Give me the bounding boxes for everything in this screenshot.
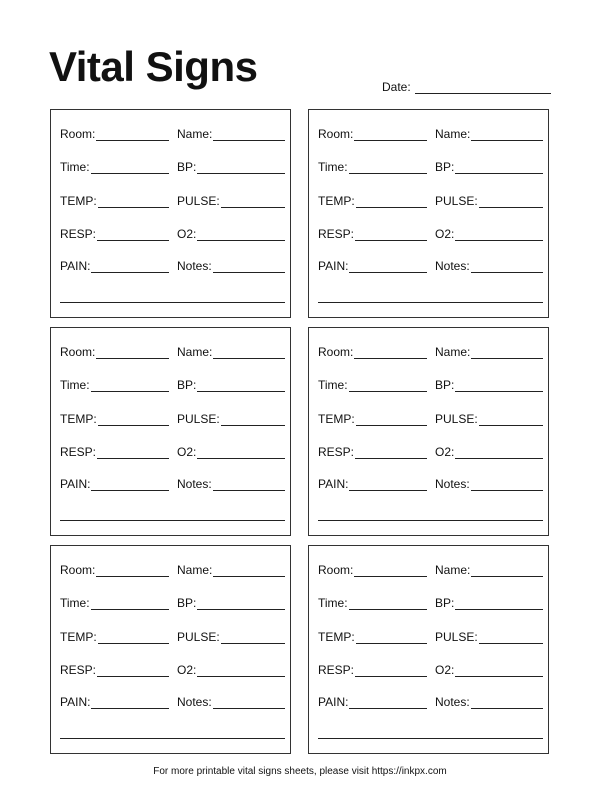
notes-field[interactable]: [435, 477, 543, 491]
resp-label: RESP:: [60, 227, 97, 241]
pain-blank-line[interactable]: [349, 696, 427, 709]
name-label: Name:: [435, 563, 471, 577]
pulse-label: PULSE:: [435, 194, 478, 208]
room-label: Room:: [60, 345, 96, 359]
resp-blank-line[interactable]: [355, 446, 427, 459]
temp-blank-line[interactable]: [98, 195, 169, 208]
notes-blank-line[interactable]: [60, 738, 285, 739]
pain-field[interactable]: [60, 259, 169, 273]
temp-field[interactable]: [318, 630, 427, 644]
name-field[interactable]: [435, 345, 543, 359]
o2-field[interactable]: [435, 227, 543, 241]
o2-blank-line[interactable]: [455, 228, 543, 241]
room-field[interactable]: [318, 345, 427, 359]
name-blank-line[interactable]: [471, 346, 543, 359]
pain-label: PAIN:: [318, 695, 349, 709]
bp-field[interactable]: [177, 378, 285, 392]
footer-note: For more printable vital signs sheets, please visit https://inkpx.com: [153, 766, 447, 777]
pain-label: PAIN:: [60, 259, 91, 273]
o2-label: O2:: [435, 227, 455, 241]
o2-label: O2:: [177, 227, 197, 241]
pain-field[interactable]: [318, 477, 427, 491]
resp-blank-line[interactable]: [97, 446, 169, 459]
pulse-field[interactable]: [177, 412, 285, 426]
o2-field[interactable]: [435, 445, 543, 459]
pulse-label: PULSE:: [435, 412, 478, 426]
notes-label: Notes:: [177, 477, 212, 491]
bp-blank-line[interactable]: [197, 597, 285, 610]
o2-label: O2:: [435, 663, 455, 677]
bp-blank-line[interactable]: [455, 161, 543, 174]
name-blank-line[interactable]: [471, 128, 543, 141]
room-blank-line[interactable]: [96, 564, 169, 577]
name-field[interactable]: [177, 563, 285, 577]
room-blank-line[interactable]: [354, 128, 427, 141]
resp-field[interactable]: [318, 445, 427, 459]
temp-label: TEMP:: [60, 630, 97, 644]
temp-field[interactable]: [318, 194, 427, 208]
pulse-field[interactable]: [177, 630, 285, 644]
room-label: Room:: [60, 127, 96, 141]
o2-blank-line[interactable]: [455, 446, 543, 459]
bp-label: BP:: [435, 596, 455, 610]
temp-label: TEMP:: [318, 630, 355, 644]
name-label: Name:: [177, 563, 213, 577]
o2-field[interactable]: [177, 445, 285, 459]
resp-blank-line[interactable]: [355, 664, 427, 677]
o2-field[interactable]: [177, 227, 285, 241]
notes-blank-line[interactable]: [60, 302, 285, 303]
resp-label: RESP:: [318, 227, 355, 241]
o2-field[interactable]: [435, 663, 543, 677]
time-field[interactable]: [318, 378, 427, 392]
room-blank-line[interactable]: [354, 564, 427, 577]
temp-field[interactable]: [60, 630, 169, 644]
bp-blank-line[interactable]: [197, 379, 285, 392]
temp-label: TEMP:: [318, 412, 355, 426]
resp-blank-line[interactable]: [97, 228, 169, 241]
pain-label: PAIN:: [60, 695, 91, 709]
room-field[interactable]: [60, 127, 169, 141]
name-blank-line[interactable]: [213, 564, 285, 577]
room-field[interactable]: [318, 563, 427, 577]
notes-field[interactable]: [177, 695, 285, 709]
pain-field[interactable]: [318, 695, 427, 709]
vital-signs-card: [308, 327, 549, 536]
name-label: Name:: [435, 127, 471, 141]
notes-blank-line[interactable]: [318, 302, 543, 303]
room-field[interactable]: [60, 563, 169, 577]
pulse-label: PULSE:: [177, 630, 220, 644]
time-blank-line[interactable]: [349, 379, 427, 392]
notes-blank-line[interactable]: [471, 696, 543, 709]
vital-signs-card: [50, 109, 291, 318]
bp-blank-line[interactable]: [455, 597, 543, 610]
room-label: Room:: [318, 127, 354, 141]
pulse-blank-line[interactable]: [479, 195, 543, 208]
vital-signs-card: [50, 545, 291, 754]
pulse-label: PULSE:: [177, 412, 220, 426]
o2-blank-line[interactable]: [455, 664, 543, 677]
resp-field[interactable]: [60, 445, 169, 459]
o2-blank-line[interactable]: [197, 446, 285, 459]
notes-blank-line[interactable]: [471, 478, 543, 491]
name-label: Name:: [435, 345, 471, 359]
name-field[interactable]: [177, 127, 285, 141]
resp-label: RESP:: [318, 445, 355, 459]
time-field[interactable]: [60, 596, 169, 610]
pulse-blank-line[interactable]: [221, 631, 285, 644]
notes-field[interactable]: [435, 259, 543, 273]
o2-label: O2:: [435, 445, 455, 459]
notes-field[interactable]: [435, 695, 543, 709]
vital-signs-card: [50, 327, 291, 536]
time-blank-line[interactable]: [91, 597, 169, 610]
temp-field[interactable]: [60, 194, 169, 208]
pain-label: PAIN:: [318, 477, 349, 491]
bp-field[interactable]: [177, 596, 285, 610]
room-blank-line[interactable]: [96, 346, 169, 359]
temp-field[interactable]: [318, 412, 427, 426]
pulse-blank-line[interactable]: [479, 631, 543, 644]
o2-label: O2:: [177, 663, 197, 677]
notes-blank-line[interactable]: [213, 478, 285, 491]
resp-label: RESP:: [60, 663, 97, 677]
time-blank-line[interactable]: [349, 161, 427, 174]
bp-label: BP:: [435, 378, 455, 392]
pulse-blank-line[interactable]: [479, 413, 543, 426]
date-field[interactable]: [382, 80, 551, 94]
pain-blank-line[interactable]: [349, 260, 427, 273]
notes-blank-line[interactable]: [213, 696, 285, 709]
time-blank-line[interactable]: [349, 597, 427, 610]
name-blank-line[interactable]: [213, 346, 285, 359]
bp-label: BP:: [435, 160, 455, 174]
bp-blank-line[interactable]: [455, 379, 543, 392]
pain-blank-line[interactable]: [91, 260, 169, 273]
pain-blank-line[interactable]: [91, 478, 169, 491]
temp-blank-line[interactable]: [356, 413, 427, 426]
name-label: Name:: [177, 127, 213, 141]
resp-blank-line[interactable]: [355, 228, 427, 241]
bp-label: BP:: [177, 160, 197, 174]
temp-label: TEMP:: [60, 412, 97, 426]
date-blank-line[interactable]: [415, 80, 551, 94]
pain-field[interactable]: [318, 259, 427, 273]
pulse-field[interactable]: [435, 194, 543, 208]
pulse-label: PULSE:: [435, 630, 478, 644]
notes-blank-line[interactable]: [471, 260, 543, 273]
name-label: Name:: [177, 345, 213, 359]
resp-field[interactable]: [60, 227, 169, 241]
resp-field[interactable]: [318, 663, 427, 677]
temp-blank-line[interactable]: [98, 631, 169, 644]
pain-blank-line[interactable]: [349, 478, 427, 491]
time-field[interactable]: [60, 378, 169, 392]
name-field[interactable]: [435, 563, 543, 577]
room-field[interactable]: [60, 345, 169, 359]
name-blank-line[interactable]: [471, 564, 543, 577]
room-blank-line[interactable]: [354, 346, 427, 359]
time-label: Time:: [318, 160, 348, 174]
time-label: Time:: [60, 378, 90, 392]
bp-field[interactable]: [177, 160, 285, 174]
temp-blank-line[interactable]: [356, 195, 427, 208]
bp-field[interactable]: [435, 596, 543, 610]
notes-label: Notes:: [177, 259, 212, 273]
notes-field[interactable]: [177, 259, 285, 273]
notes-label: Notes:: [177, 695, 212, 709]
temp-label: TEMP:: [60, 194, 97, 208]
notes-label: Notes:: [435, 695, 470, 709]
bp-label: BP:: [177, 378, 197, 392]
pulse-label: PULSE:: [177, 194, 220, 208]
time-blank-line[interactable]: [91, 379, 169, 392]
temp-blank-line[interactable]: [98, 413, 169, 426]
resp-field[interactable]: [60, 663, 169, 677]
bp-field[interactable]: [435, 378, 543, 392]
time-blank-line[interactable]: [91, 161, 169, 174]
pulse-blank-line[interactable]: [221, 413, 285, 426]
notes-blank-line[interactable]: [213, 260, 285, 273]
pulse-field[interactable]: [177, 194, 285, 208]
notes-blank-line[interactable]: [318, 520, 543, 521]
resp-label: RESP:: [318, 663, 355, 677]
page-title: Vital Signs: [49, 43, 258, 90]
time-label: Time:: [60, 160, 90, 174]
bp-label: BP:: [177, 596, 197, 610]
o2-field[interactable]: [177, 663, 285, 677]
room-label: Room:: [60, 563, 96, 577]
resp-label: RESP:: [60, 445, 97, 459]
pain-blank-line[interactable]: [91, 696, 169, 709]
name-field[interactable]: [435, 127, 543, 141]
temp-blank-line[interactable]: [356, 631, 427, 644]
room-blank-line[interactable]: [96, 128, 169, 141]
time-field[interactable]: [60, 160, 169, 174]
pulse-field[interactable]: [435, 412, 543, 426]
room-label: Room:: [318, 563, 354, 577]
pain-field[interactable]: [60, 477, 169, 491]
room-label: Room:: [318, 345, 354, 359]
time-field[interactable]: [318, 596, 427, 610]
vital-signs-card: [308, 109, 549, 318]
resp-field[interactable]: [318, 227, 427, 241]
time-label: Time:: [318, 596, 348, 610]
notes-blank-line[interactable]: [60, 520, 285, 521]
o2-blank-line[interactable]: [197, 228, 285, 241]
bp-blank-line[interactable]: [197, 161, 285, 174]
room-field[interactable]: [318, 127, 427, 141]
o2-label: O2:: [177, 445, 197, 459]
notes-field[interactable]: [177, 477, 285, 491]
temp-label: TEMP:: [318, 194, 355, 208]
pain-label: PAIN:: [60, 477, 91, 491]
o2-blank-line[interactable]: [197, 664, 285, 677]
pulse-field[interactable]: [435, 630, 543, 644]
time-field[interactable]: [318, 160, 427, 174]
name-field[interactable]: [177, 345, 285, 359]
name-blank-line[interactable]: [213, 128, 285, 141]
notes-label: Notes:: [435, 477, 470, 491]
time-label: Time:: [60, 596, 90, 610]
pulse-blank-line[interactable]: [221, 195, 285, 208]
temp-field[interactable]: [60, 412, 169, 426]
resp-blank-line[interactable]: [97, 664, 169, 677]
date-label: Date:: [382, 80, 411, 94]
vital-signs-card: [308, 545, 549, 754]
time-label: Time:: [318, 378, 348, 392]
pain-label: PAIN:: [318, 259, 349, 273]
notes-blank-line[interactable]: [318, 738, 543, 739]
pain-field[interactable]: [60, 695, 169, 709]
notes-label: Notes:: [435, 259, 470, 273]
bp-field[interactable]: [435, 160, 543, 174]
